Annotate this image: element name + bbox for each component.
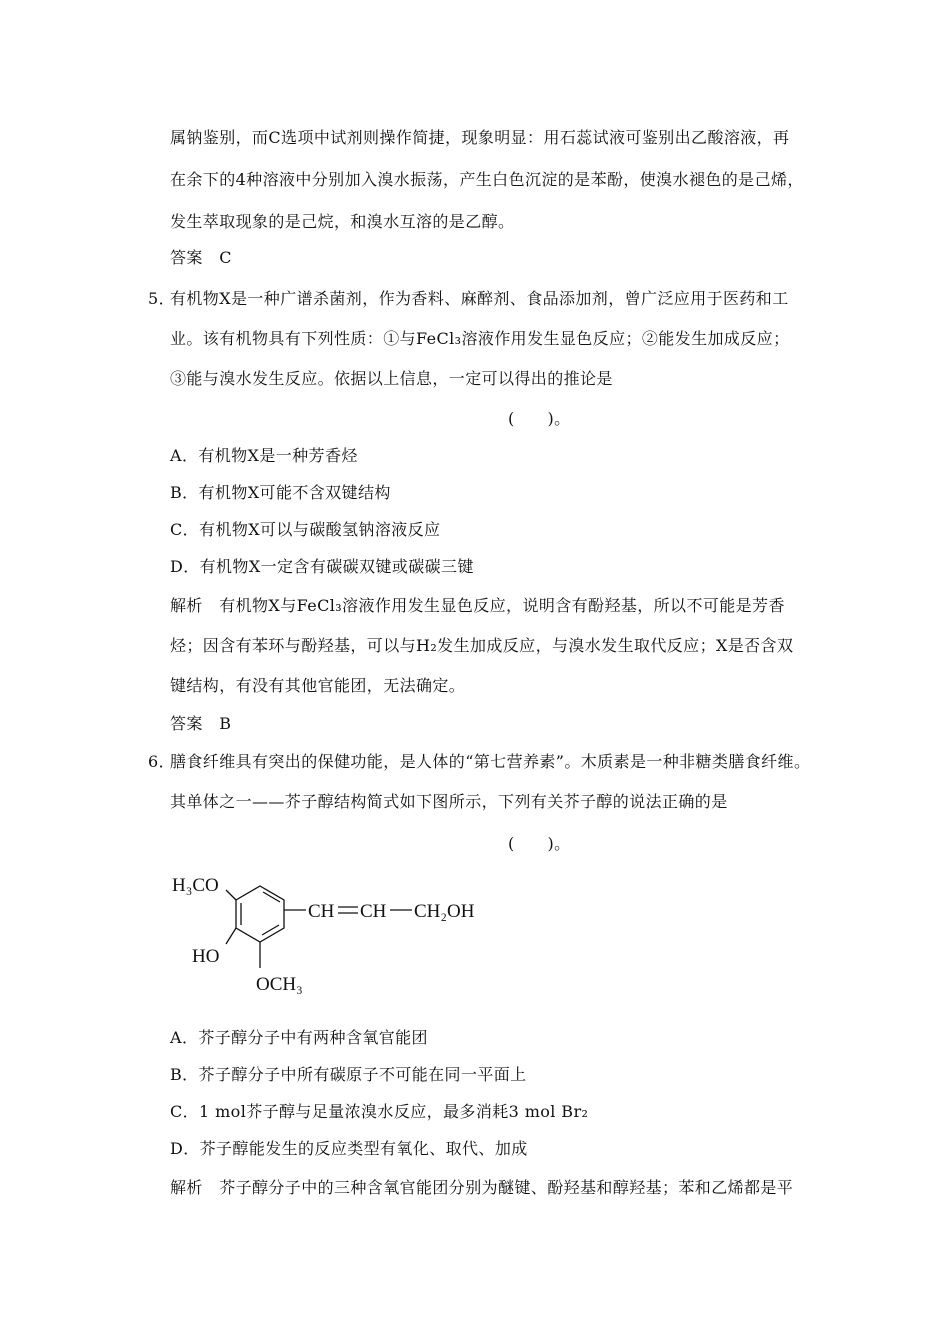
ring-double-bond (263, 892, 280, 902)
label-chain-ch2oh: CH₂OH (414, 901, 475, 922)
label-methoxy-bottom: OCH₃ (256, 974, 303, 995)
question-stem-line: ③能与溴水发生反应。依据以上信息，一定可以得出的推论是 (170, 369, 613, 388)
answer-line: 答案 B (170, 714, 232, 733)
analysis-line: 键结构，有没有其他官能团，无法确定。 (170, 676, 466, 695)
question-number: 6． (148, 752, 175, 771)
answer-blank: ( )。 (508, 409, 571, 428)
analysis-line: 烃；因含有苯环与酚羟基，可以与H₂发生加成反应，与溴水发生取代反应；X是否含双 (170, 636, 794, 655)
analysis-line: 解析 芥子醇分子中的三种含氧官能团分别为醚键、酚羟基和醇羟基；苯和乙烯都是平 (170, 1178, 794, 1197)
answer-line: 答案 C (170, 248, 232, 267)
option-d: D．芥子醇能发生的反应类型有氧化、取代、加成 (170, 1139, 528, 1158)
label-hydroxy: HO (192, 946, 220, 967)
answer-blank: ( )。 (508, 834, 571, 853)
benzene-ring (236, 886, 284, 942)
option-c: C．1 mol芥子醇与足量浓溴水反应，最多消耗3 mol Br₂ (170, 1102, 589, 1121)
option-d: D．有机物X一定含有碳碳双键或碳碳三键 (170, 557, 474, 576)
analysis-line: 解析 有机物X与FeCl₃溶液作用发生显色反应，说明含有酚羟基，所以不可能是芳香 (170, 596, 785, 615)
analysis-line: 发生萃取现象的是己烷，和溴水互溶的是乙醇。 (170, 212, 515, 231)
bond-methoxy-top (226, 890, 236, 900)
option-c: C．有机物X可以与碳酸氢钠溶液反应 (170, 520, 441, 539)
option-a: A．芥子醇分子中有两种含氧官能团 (170, 1028, 428, 1047)
question-stem-line: 膳食纤维具有突出的保健功能，是人体的“第七营养素”。木质素是一种非糖类膳食纤维。 (170, 752, 811, 771)
label-chain-ch-2: CH (360, 901, 387, 922)
label-chain-ch-1: CH (308, 901, 335, 922)
analysis-line: 属钠鉴别，而C选项中试剂则操作简捷，现象明显：用石蕊试液可鉴别出乙酸溶液，再 (170, 128, 790, 147)
question-number: 5． (148, 289, 175, 308)
bond-hydroxy (226, 928, 236, 944)
question-stem-line: 业。该有机物具有下列性质：①与FeCl₃溶液作用发生显色反应；②能发生加成反应； (170, 329, 790, 348)
option-b: B．有机物X可能不含双键结构 (170, 483, 391, 502)
label-methoxy-top: H₃CO (172, 875, 219, 896)
question-stem-line: 有机物X是一种广谱杀菌剂，作为香料、麻醉剂、食品添加剂，曾广泛应用于医药和工 (170, 289, 789, 308)
option-a: A．有机物X是一种芳香烃 (170, 446, 358, 465)
chemical-structure-diagram (160, 866, 500, 1001)
option-b: B．芥子醇分子中所有碳原子不可能在同一平面上 (170, 1065, 527, 1084)
ring-double-bond (262, 925, 279, 935)
question-stem-line: 其单体之一——芥子醇结构简式如下图所示，下列有关芥子醇的说法正确的是 (170, 792, 728, 811)
analysis-line: 在余下的4种溶液中分别加入溴水振荡，产生白色沉淀的是苯酚，使溴水褪色的是己烯， (170, 170, 804, 189)
